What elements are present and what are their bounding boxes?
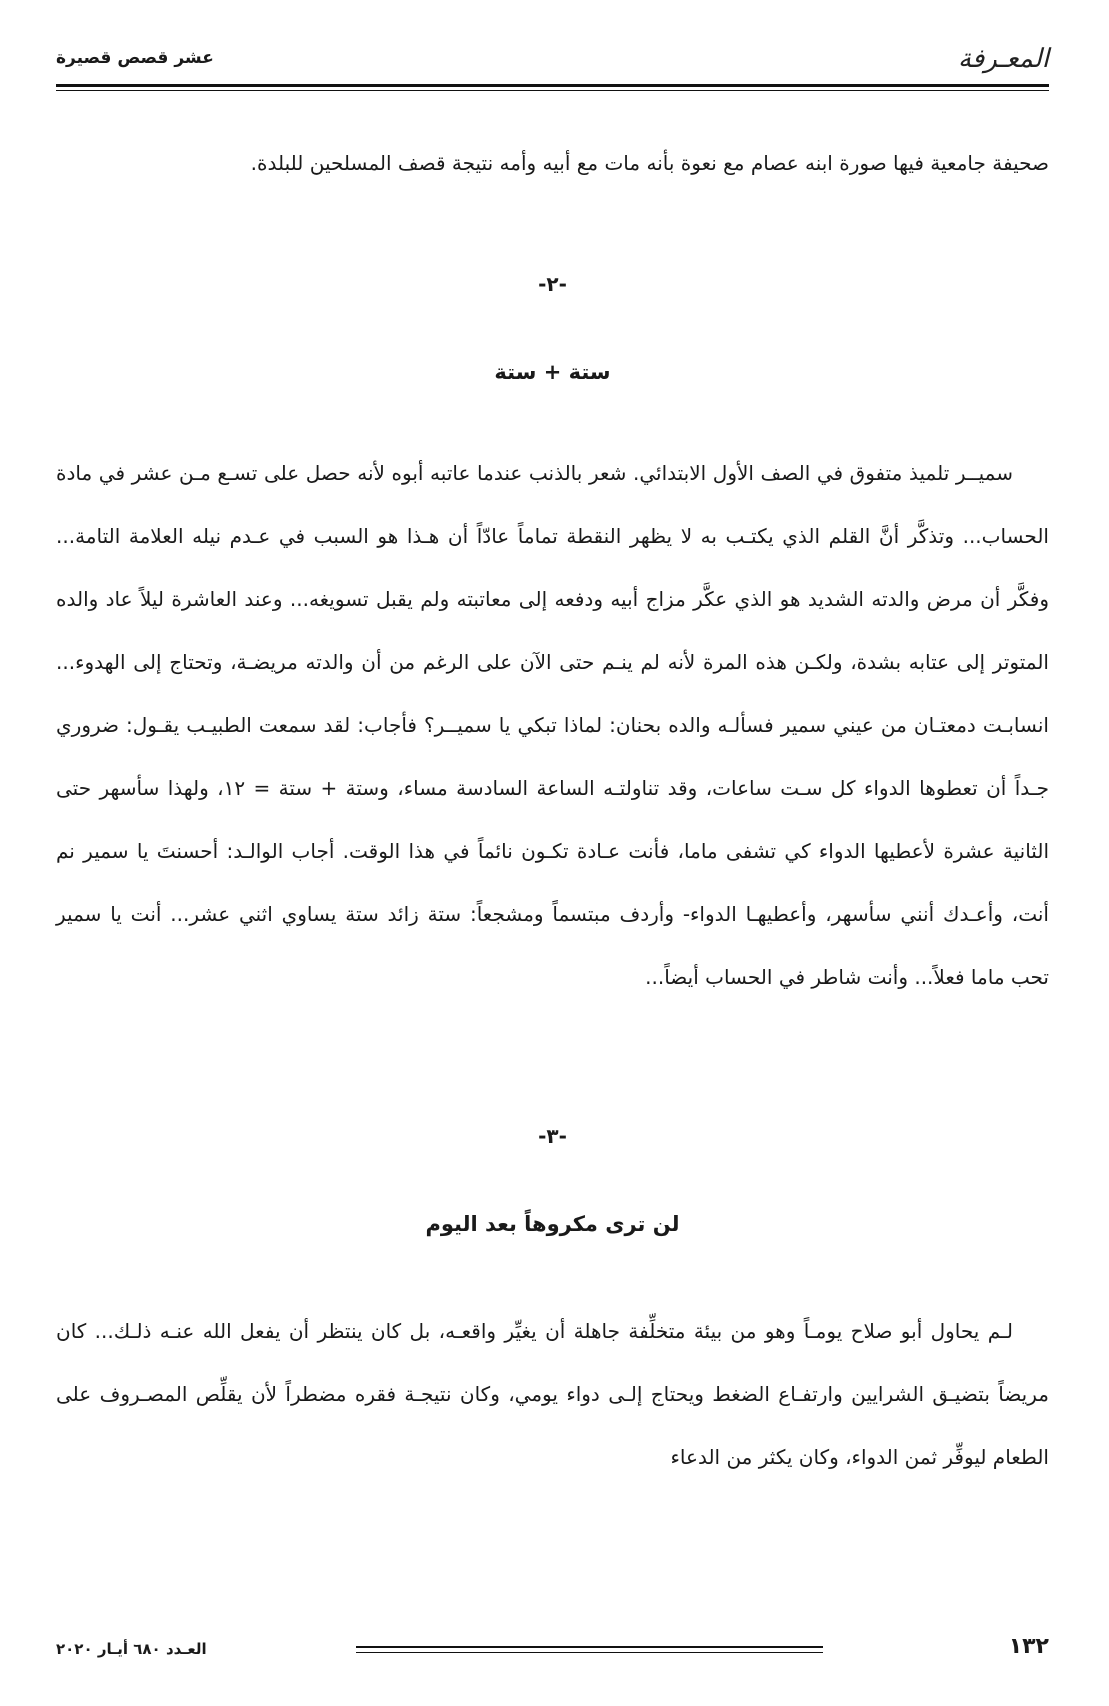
page-number: ١٣٢ (1008, 1634, 1049, 1659)
story-paragraph-3: لـم يحاول أبو صلاح يومـاً وهو من بيئة متخلِّفة جاهلة أن يغيِّر واقعـه، بل كان ينتظر أن يفعل الله عنـه ذلـك... كان مريضاً بتضيـق الشرايين وارتفـاع الضغط ويحتاج إلـى دواء يومي، وكان نتيجـة فقره مضطراً لأن يقلِّص المصـروف على الطعام ليوفِّر ثمن الدواء، وكان يكثر من الدعاء (56, 1319, 1049, 1469)
magazine-logo: المعـرفة (957, 44, 1049, 74)
running-title: عشر قصص قصيرة (56, 48, 214, 68)
article-body (56, 132, 1050, 1469)
story-paragraph-2: سميــر تلميذ متفوق في الصف الأول الابتدائي. شعر بالذنب عندما عاتبه أبوه لأنه حصل على تسـع مـن عشر في مادة الحساب... وتذكَّر أنَّ القلم الذي يكتـب به لا يظهر النقطة تماماً عادّاً أن هـذا هو السبب في عـدم نيله العلامة التامة... وفكَّر أن مرض والدته الشديد هو الذي عكَّر مزاج أبيه ودفعه إلى معاتبته ولم يقبل تسويغه... وعند العاشرة ليلاً عاد والده المتوتر إلى عتابه بشدة، ولكـن هذه المرة لأنه لم ينـم حتى الآن على الرغم من أن والدته مريضـة، وتحتاج إلى الهدوء... انسابـت دمعتـان من عيني سمير فسألـه والده بحنان: لماذا تبكي يا سميــر؟ فأجاب: لقد سمعت الطبيـب يقـول: ضروري جـداً أن تعطوها الدواء كل سـت ساعات، وقد تناولتـه الساعة السادسة مساء، وستة + ستة = ١٢، ولهذا سأسهر حتى الثانية عشرة لأعطيها الدواء كي تشفى ماما، فأنت عـادة تكـون نائماً في هذا الوقت. أجاب الوالـد: أحسنتَ يا سمير نم أنت، وأعـدك أنني سأسهر، وأعطيهـا الدواء- وأردف مبتسماً ومشجعاً: ستة زائد ستة يساوي اثني عشر... أنت يا سمير تحب ماما فعلاً... وأنت شاطر في الحساب أيضاً... (56, 461, 1050, 989)
header-rule (56, 84, 1049, 87)
footer-rule (356, 1646, 823, 1648)
page-footer (56, 1634, 1049, 1670)
section-number-3: -٣- (538, 1124, 567, 1148)
section-title-3: لن ترى مكروهاً بعد اليوم (425, 1212, 680, 1236)
header-rule-thin (56, 90, 1049, 91)
page-header (56, 44, 1049, 84)
section-title-2: ستة + ستة (494, 360, 611, 384)
footer-rule-thin (356, 1652, 823, 1653)
issue-info: العـدد ٦٨٠ أيـار ٢٠٢٠ (56, 1640, 207, 1658)
intro-paragraph: صحيفة جامعية فيها صورة ابنه عصام مع نعوة بأنه مات مع أبيه وأمه نتيجة قصف المسلحين للبلدة. (250, 151, 1049, 175)
section-number-2: -٢- (538, 272, 567, 296)
